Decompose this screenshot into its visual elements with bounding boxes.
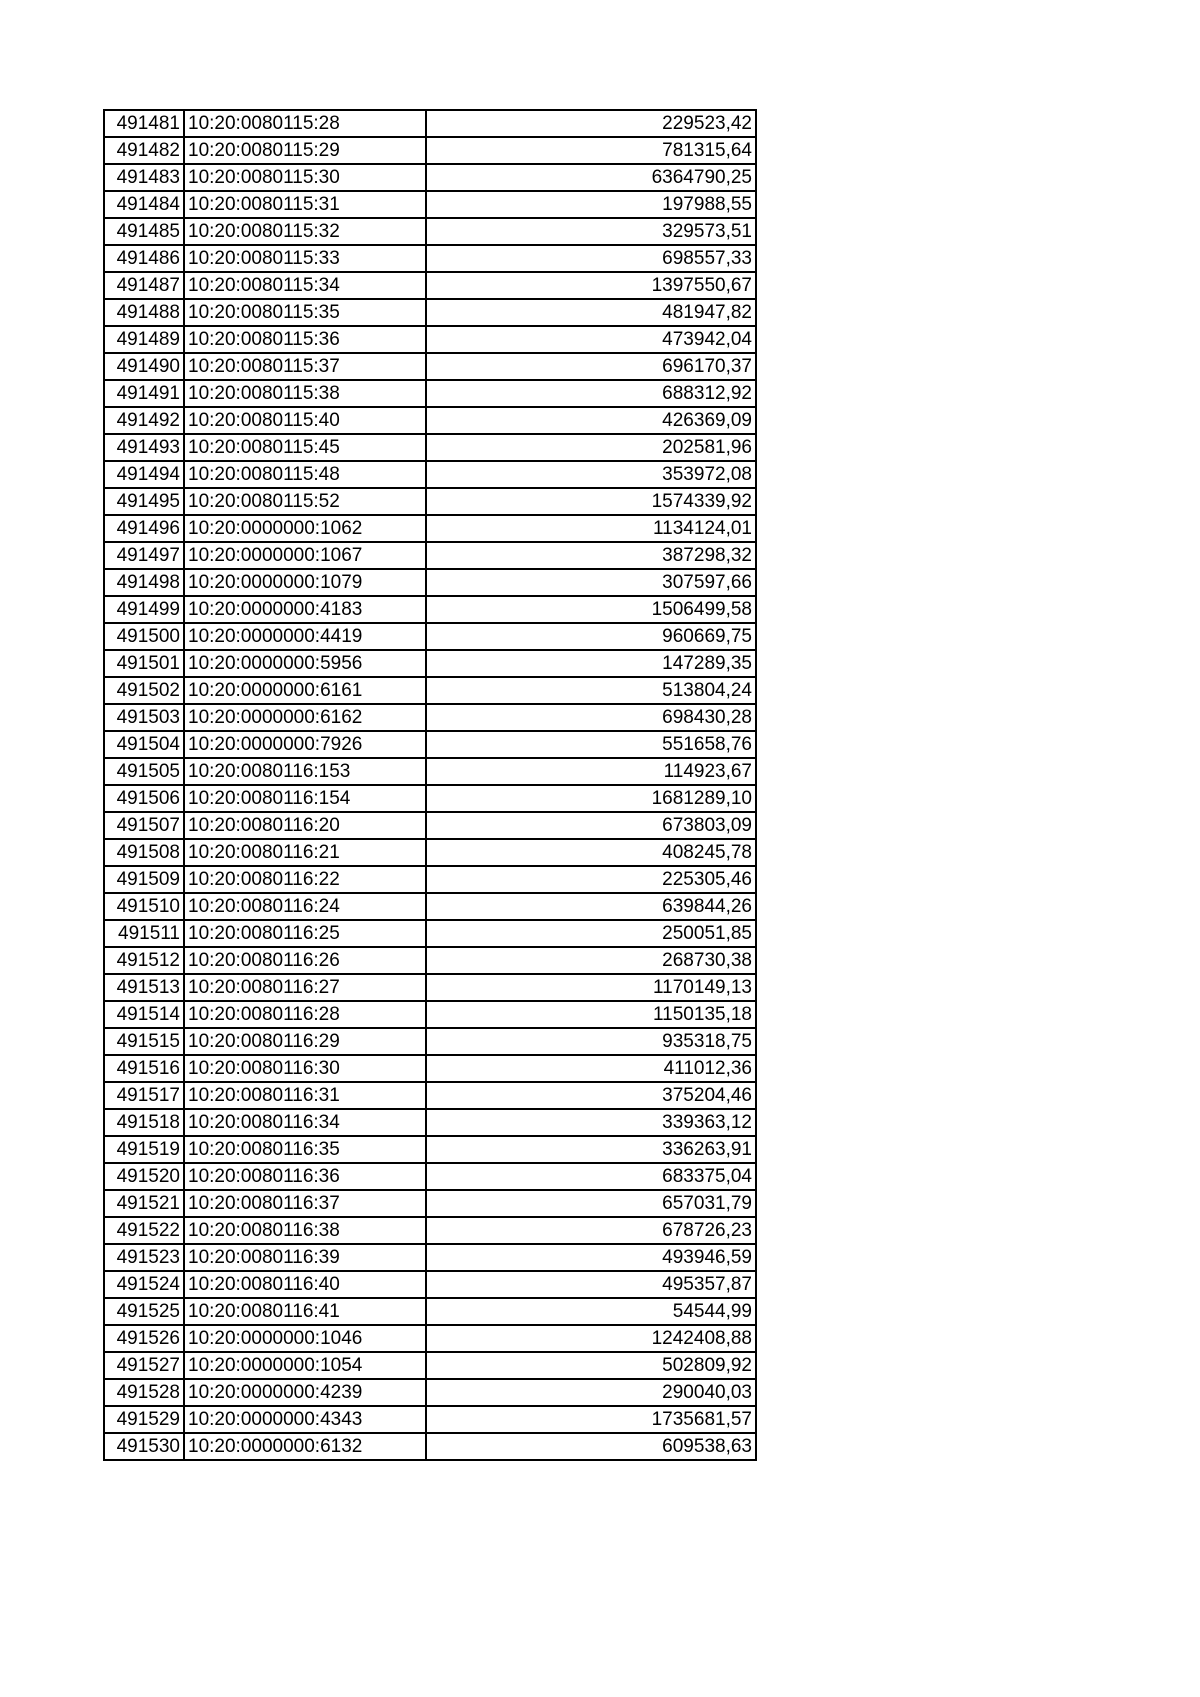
table-row: [104, 380, 756, 407]
table-row: [104, 461, 756, 488]
table-row: [104, 1433, 756, 1460]
row-code-cell: 10:20:0000000:1067: [184, 542, 426, 569]
row-code-cell: 10:20:0080116:35: [184, 1136, 426, 1163]
table-row: [104, 542, 756, 569]
table-row: [104, 1379, 756, 1406]
row-id-cell: 491486: [104, 245, 184, 272]
row-amount-cell: 781315,64: [426, 137, 756, 164]
row-amount-cell: 426369,09: [426, 407, 756, 434]
row-id-cell: 491517: [104, 1082, 184, 1109]
row-code-cell: 10:20:0000000:6132: [184, 1433, 426, 1460]
row-amount-cell: 336263,91: [426, 1136, 756, 1163]
row-amount-cell: 495357,87: [426, 1271, 756, 1298]
row-id-cell: 491499: [104, 596, 184, 623]
row-id-cell: 491481: [104, 110, 184, 137]
row-amount-cell: 493946,59: [426, 1244, 756, 1271]
table-row: [104, 515, 756, 542]
row-amount-cell: 375204,46: [426, 1082, 756, 1109]
row-code-cell: 10:20:0000000:6162: [184, 704, 426, 731]
row-code-cell: 10:20:0000000:5956: [184, 650, 426, 677]
row-id-cell: 491512: [104, 947, 184, 974]
table-row: [104, 974, 756, 1001]
row-amount-cell: 1242408,88: [426, 1325, 756, 1352]
table-row: [104, 1028, 756, 1055]
table-row: [104, 1244, 756, 1271]
row-amount-cell: 1397550,67: [426, 272, 756, 299]
table-row: [104, 623, 756, 650]
row-id-cell: 491521: [104, 1190, 184, 1217]
table-row: [104, 245, 756, 272]
row-code-cell: 10:20:0080116:40: [184, 1271, 426, 1298]
row-amount-cell: 1150135,18: [426, 1001, 756, 1028]
row-code-cell: 10:20:0080116:28: [184, 1001, 426, 1028]
row-code-cell: 10:20:0080116:25: [184, 920, 426, 947]
row-amount-cell: 678726,23: [426, 1217, 756, 1244]
row-code-cell: 10:20:0080115:32: [184, 218, 426, 245]
row-code-cell: 10:20:0000000:4343: [184, 1406, 426, 1433]
row-code-cell: 10:20:0080115:35: [184, 299, 426, 326]
row-amount-cell: 202581,96: [426, 434, 756, 461]
table-body: [104, 110, 756, 1460]
row-id-cell: 491505: [104, 758, 184, 785]
row-amount-cell: 513804,24: [426, 677, 756, 704]
row-id-cell: 491500: [104, 623, 184, 650]
table-row: [104, 1271, 756, 1298]
table-row: [104, 1109, 756, 1136]
table-row: [104, 812, 756, 839]
row-amount-cell: 307597,66: [426, 569, 756, 596]
row-amount-cell: 473942,04: [426, 326, 756, 353]
table-row: [104, 434, 756, 461]
row-amount-cell: 696170,37: [426, 353, 756, 380]
row-amount-cell: 960669,75: [426, 623, 756, 650]
row-code-cell: 10:20:0080115:29: [184, 137, 426, 164]
row-id-cell: 491529: [104, 1406, 184, 1433]
row-code-cell: 10:20:0080115:38: [184, 380, 426, 407]
row-code-cell: 10:20:0080116:153: [184, 758, 426, 785]
table-row: [104, 1001, 756, 1028]
row-code-cell: 10:20:0080116:24: [184, 893, 426, 920]
row-id-cell: 491489: [104, 326, 184, 353]
table-row: [104, 218, 756, 245]
row-amount-cell: 673803,09: [426, 812, 756, 839]
table-row: [104, 785, 756, 812]
row-code-cell: 10:20:0080115:45: [184, 434, 426, 461]
row-id-cell: 491522: [104, 1217, 184, 1244]
row-amount-cell: 502809,92: [426, 1352, 756, 1379]
row-code-cell: 10:20:0080115:37: [184, 353, 426, 380]
row-amount-cell: 688312,92: [426, 380, 756, 407]
row-amount-cell: 411012,36: [426, 1055, 756, 1082]
row-amount-cell: 197988,55: [426, 191, 756, 218]
row-id-cell: 491487: [104, 272, 184, 299]
row-amount-cell: 481947,82: [426, 299, 756, 326]
table-row: [104, 866, 756, 893]
row-id-cell: 491508: [104, 839, 184, 866]
row-amount-cell: 353972,08: [426, 461, 756, 488]
row-amount-cell: 1170149,13: [426, 974, 756, 1001]
row-amount-cell: 1134124,01: [426, 515, 756, 542]
row-code-cell: 10:20:0080116:36: [184, 1163, 426, 1190]
row-amount-cell: 551658,76: [426, 731, 756, 758]
table-row: [104, 704, 756, 731]
row-amount-cell: 698430,28: [426, 704, 756, 731]
row-id-cell: 491495: [104, 488, 184, 515]
row-code-cell: 10:20:0080115:36: [184, 326, 426, 353]
table-row: [104, 920, 756, 947]
table-row: [104, 596, 756, 623]
row-id-cell: 491528: [104, 1379, 184, 1406]
row-code-cell: 10:20:0080116:34: [184, 1109, 426, 1136]
row-code-cell: 10:20:0080115:28: [184, 110, 426, 137]
table-row: [104, 1163, 756, 1190]
row-amount-cell: 268730,38: [426, 947, 756, 974]
row-id-cell: 491520: [104, 1163, 184, 1190]
row-amount-cell: 1574339,92: [426, 488, 756, 515]
row-amount-cell: 225305,46: [426, 866, 756, 893]
row-code-cell: 10:20:0080116:26: [184, 947, 426, 974]
row-id-cell: 491497: [104, 542, 184, 569]
row-amount-cell: 657031,79: [426, 1190, 756, 1217]
row-id-cell: 491509: [104, 866, 184, 893]
row-code-cell: 10:20:0080115:40: [184, 407, 426, 434]
table-row: [104, 137, 756, 164]
row-id-cell: 491488: [104, 299, 184, 326]
row-code-cell: 10:20:0080116:41: [184, 1298, 426, 1325]
row-code-cell: 10:20:0080116:20: [184, 812, 426, 839]
row-id-cell: 491515: [104, 1028, 184, 1055]
row-code-cell: 10:20:0080115:48: [184, 461, 426, 488]
row-id-cell: 491485: [104, 218, 184, 245]
row-amount-cell: 935318,75: [426, 1028, 756, 1055]
row-amount-cell: 114923,67: [426, 758, 756, 785]
row-code-cell: 10:20:0080116:21: [184, 839, 426, 866]
table-row: [104, 164, 756, 191]
table-row: [104, 1055, 756, 1082]
table-row: [104, 299, 756, 326]
row-id-cell: 491493: [104, 434, 184, 461]
row-code-cell: 10:20:0000000:7926: [184, 731, 426, 758]
row-id-cell: 491502: [104, 677, 184, 704]
row-code-cell: 10:20:0000000:4419: [184, 623, 426, 650]
row-id-cell: 491513: [104, 974, 184, 1001]
table-row: [104, 893, 756, 920]
row-id-cell: 491523: [104, 1244, 184, 1271]
row-id-cell: 491492: [104, 407, 184, 434]
table-row: [104, 758, 756, 785]
table-row: [104, 1136, 756, 1163]
row-id-cell: 491511: [104, 920, 184, 947]
table-row: [104, 1190, 756, 1217]
row-code-cell: 10:20:0080115:52: [184, 488, 426, 515]
row-amount-cell: 229523,42: [426, 110, 756, 137]
row-amount-cell: 339363,12: [426, 1109, 756, 1136]
table-row: [104, 677, 756, 704]
row-id-cell: 491490: [104, 353, 184, 380]
row-amount-cell: 329573,51: [426, 218, 756, 245]
row-id-cell: 491507: [104, 812, 184, 839]
row-code-cell: 10:20:0080115:34: [184, 272, 426, 299]
row-code-cell: 10:20:0000000:4183: [184, 596, 426, 623]
table-row: [104, 1082, 756, 1109]
row-code-cell: 10:20:0000000:6161: [184, 677, 426, 704]
row-id-cell: 491530: [104, 1433, 184, 1460]
row-code-cell: 10:20:0080115:30: [184, 164, 426, 191]
table-row: [104, 947, 756, 974]
row-code-cell: 10:20:0080116:39: [184, 1244, 426, 1271]
row-amount-cell: 250051,85: [426, 920, 756, 947]
row-code-cell: 10:20:0080116:31: [184, 1082, 426, 1109]
row-id-cell: 491519: [104, 1136, 184, 1163]
row-code-cell: 10:20:0000000:1046: [184, 1325, 426, 1352]
table-row: [104, 353, 756, 380]
table-row: [104, 110, 756, 137]
row-amount-cell: 54544,99: [426, 1298, 756, 1325]
table-row: [104, 272, 756, 299]
table-row: [104, 650, 756, 677]
row-amount-cell: 408245,78: [426, 839, 756, 866]
data-table: [103, 109, 757, 1461]
row-code-cell: 10:20:0080115:33: [184, 245, 426, 272]
row-amount-cell: 698557,33: [426, 245, 756, 272]
row-id-cell: 491510: [104, 893, 184, 920]
table-row: [104, 1406, 756, 1433]
row-amount-cell: 1506499,58: [426, 596, 756, 623]
table-row: [104, 731, 756, 758]
table-row: [104, 839, 756, 866]
table-row: [104, 1325, 756, 1352]
row-code-cell: 10:20:0080116:154: [184, 785, 426, 812]
row-id-cell: 491503: [104, 704, 184, 731]
row-id-cell: 491504: [104, 731, 184, 758]
row-id-cell: 491501: [104, 650, 184, 677]
table-row: [104, 407, 756, 434]
row-id-cell: 491527: [104, 1352, 184, 1379]
row-id-cell: 491491: [104, 380, 184, 407]
row-id-cell: 491482: [104, 137, 184, 164]
table-row: [104, 1352, 756, 1379]
table-row: [104, 488, 756, 515]
row-amount-cell: 387298,32: [426, 542, 756, 569]
row-code-cell: 10:20:0000000:1079: [184, 569, 426, 596]
table-row: [104, 569, 756, 596]
row-code-cell: 10:20:0000000:4239: [184, 1379, 426, 1406]
row-id-cell: 491494: [104, 461, 184, 488]
row-id-cell: 491484: [104, 191, 184, 218]
row-code-cell: 10:20:0080116:22: [184, 866, 426, 893]
table-row: [104, 191, 756, 218]
row-amount-cell: 290040,03: [426, 1379, 756, 1406]
row-amount-cell: 683375,04: [426, 1163, 756, 1190]
row-amount-cell: 1681289,10: [426, 785, 756, 812]
row-id-cell: 491518: [104, 1109, 184, 1136]
row-id-cell: 491483: [104, 164, 184, 191]
row-amount-cell: 1735681,57: [426, 1406, 756, 1433]
row-code-cell: 10:20:0080116:38: [184, 1217, 426, 1244]
row-id-cell: 491506: [104, 785, 184, 812]
row-code-cell: 10:20:0080116:27: [184, 974, 426, 1001]
row-amount-cell: 639844,26: [426, 893, 756, 920]
row-id-cell: 491496: [104, 515, 184, 542]
row-code-cell: 10:20:0080115:31: [184, 191, 426, 218]
row-id-cell: 491525: [104, 1298, 184, 1325]
document-page: [103, 109, 757, 1461]
table-row: [104, 1217, 756, 1244]
row-id-cell: 491516: [104, 1055, 184, 1082]
row-code-cell: 10:20:0080116:30: [184, 1055, 426, 1082]
row-id-cell: 491526: [104, 1325, 184, 1352]
row-code-cell: 10:20:0000000:1054: [184, 1352, 426, 1379]
row-amount-cell: 609538,63: [426, 1433, 756, 1460]
row-id-cell: 491514: [104, 1001, 184, 1028]
row-code-cell: 10:20:0080116:29: [184, 1028, 426, 1055]
table-row: [104, 1298, 756, 1325]
table-row: [104, 326, 756, 353]
row-amount-cell: 147289,35: [426, 650, 756, 677]
row-id-cell: 491524: [104, 1271, 184, 1298]
row-id-cell: 491498: [104, 569, 184, 596]
row-code-cell: 10:20:0000000:1062: [184, 515, 426, 542]
row-code-cell: 10:20:0080116:37: [184, 1190, 426, 1217]
row-amount-cell: 6364790,25: [426, 164, 756, 191]
